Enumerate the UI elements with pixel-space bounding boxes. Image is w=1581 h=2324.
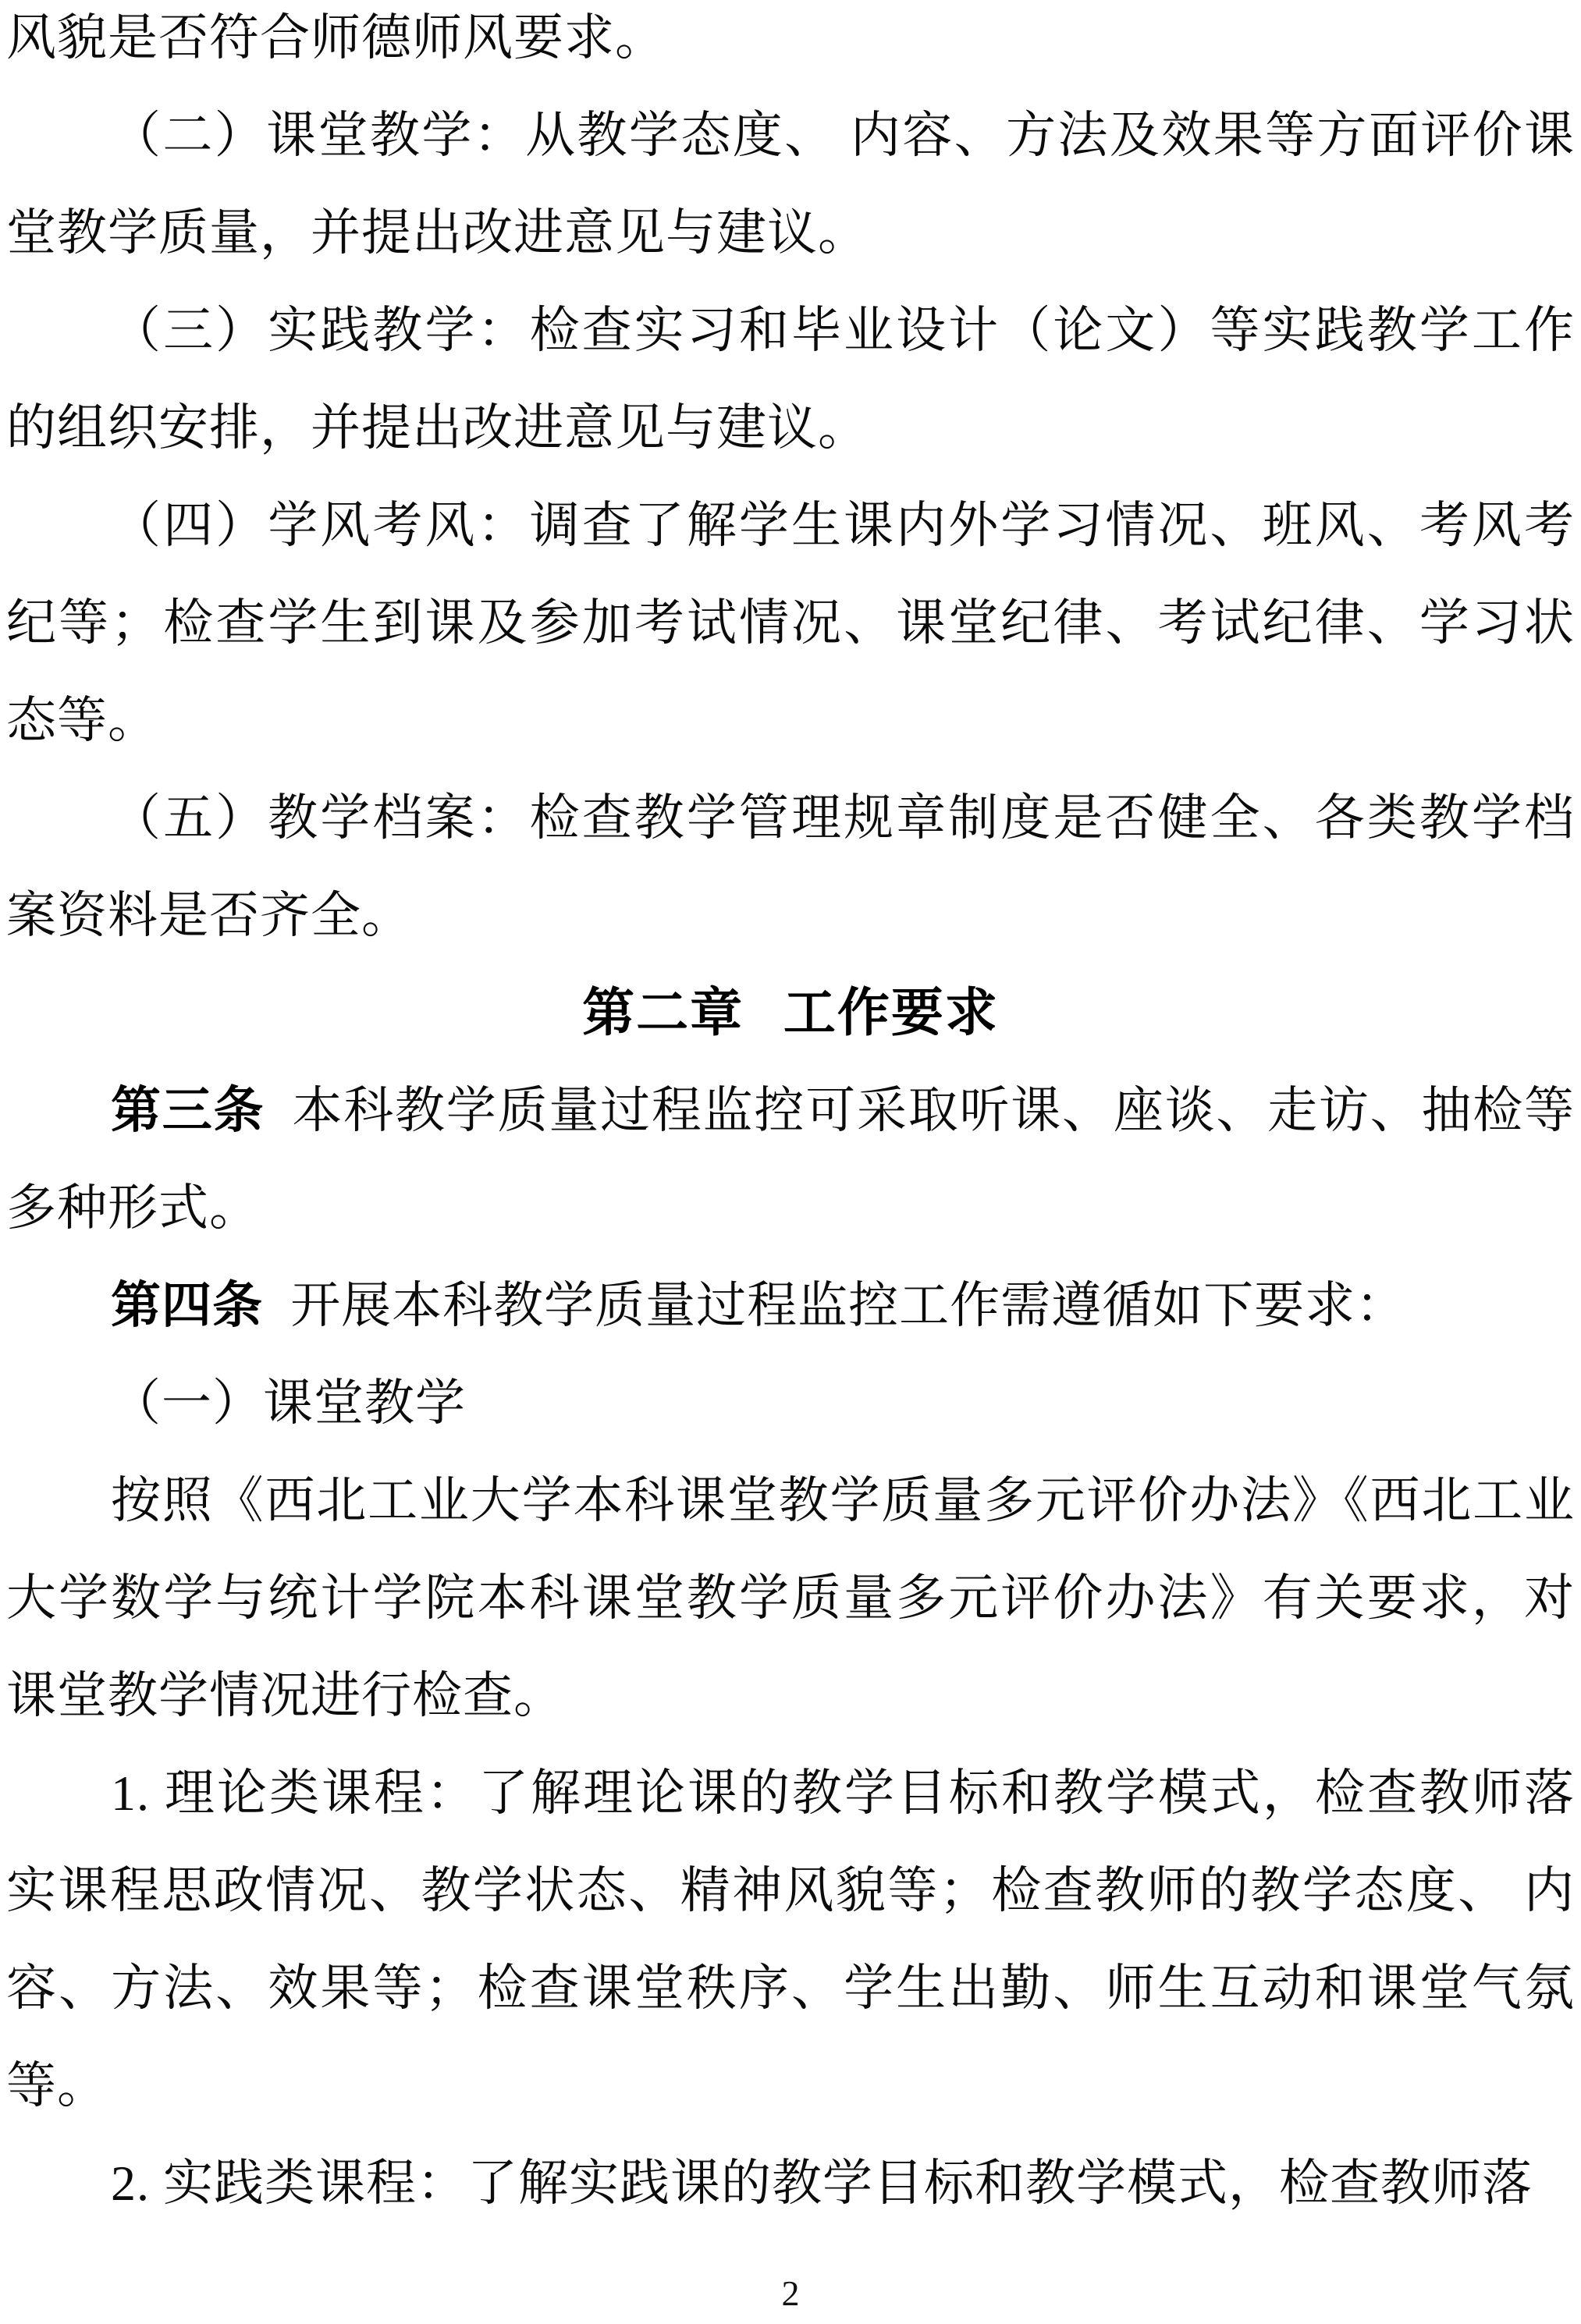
article-4-text: 开展本科教学质量过程监控工作需遵循如下要求： xyxy=(290,1278,1407,1333)
paragraph-numbered-1: 1. 理论类课程：了解理论课的教学目标和教学模式，检查教师落实课程思政情况、教学状态、精神风貌等；检查教师的教学态度、 内容、方法、效果等；检查课堂秩序、学生出勤、师生互动和课堂气氛等。 xyxy=(6,1765,1575,2113)
paragraph-numbered-2: 2. 实践类课程：了解实践课的教学目标和教学模式，检查教师落 xyxy=(111,2155,1533,2211)
page-number: 2 xyxy=(781,2273,800,2313)
article-4-label: 第四条 xyxy=(111,1277,263,1333)
paragraph-reference: 按照《西北工业大学本科课堂教学质量多元评价办法》《西北工业大学数学与统计学院本科课堂教学质量多元评价办法》有关要求，对课堂教学情况进行检查。 xyxy=(6,1473,1575,1723)
paragraph-article-4 xyxy=(6,1257,1575,1354)
chapter-heading: 第二章 工作要求 xyxy=(582,984,999,1042)
paragraph-item-4: （四）学风考风：调查了解学生课内外学习情况、班风、考风考纪等；检查学生到课及参加考试情况、课堂纪律、考试纪律、学习状态等。 xyxy=(6,498,1575,748)
paragraph-continuation: 风貌是否符合师德师风要求。 xyxy=(6,10,666,66)
paragraph-item-2: （二）课堂教学：从教学态度、 内容、方法及效果等方面评价课堂教学质量，并提出改进意见与建议。 xyxy=(6,108,1575,261)
paragraph-item-5: （五）教学档案：检查教学管理规章制度是否健全、各类教学档案资料是否齐全。 xyxy=(6,790,1575,943)
paragraph-article-3 xyxy=(6,1062,1575,1257)
paragraph-item-1: （一）课堂教学 xyxy=(111,1375,466,1431)
paragraph-item-3: （三）实践教学：检查实习和毕业设计（论文）等实践教学工作的组织安排，并提出改进意见与建议。 xyxy=(6,303,1575,456)
article-3-label: 第三条 xyxy=(111,1082,265,1138)
article-3-text: 本科教学质量过程监控可采取听课、座谈、走访、抽检等多种形式。 xyxy=(6,1083,1575,1236)
